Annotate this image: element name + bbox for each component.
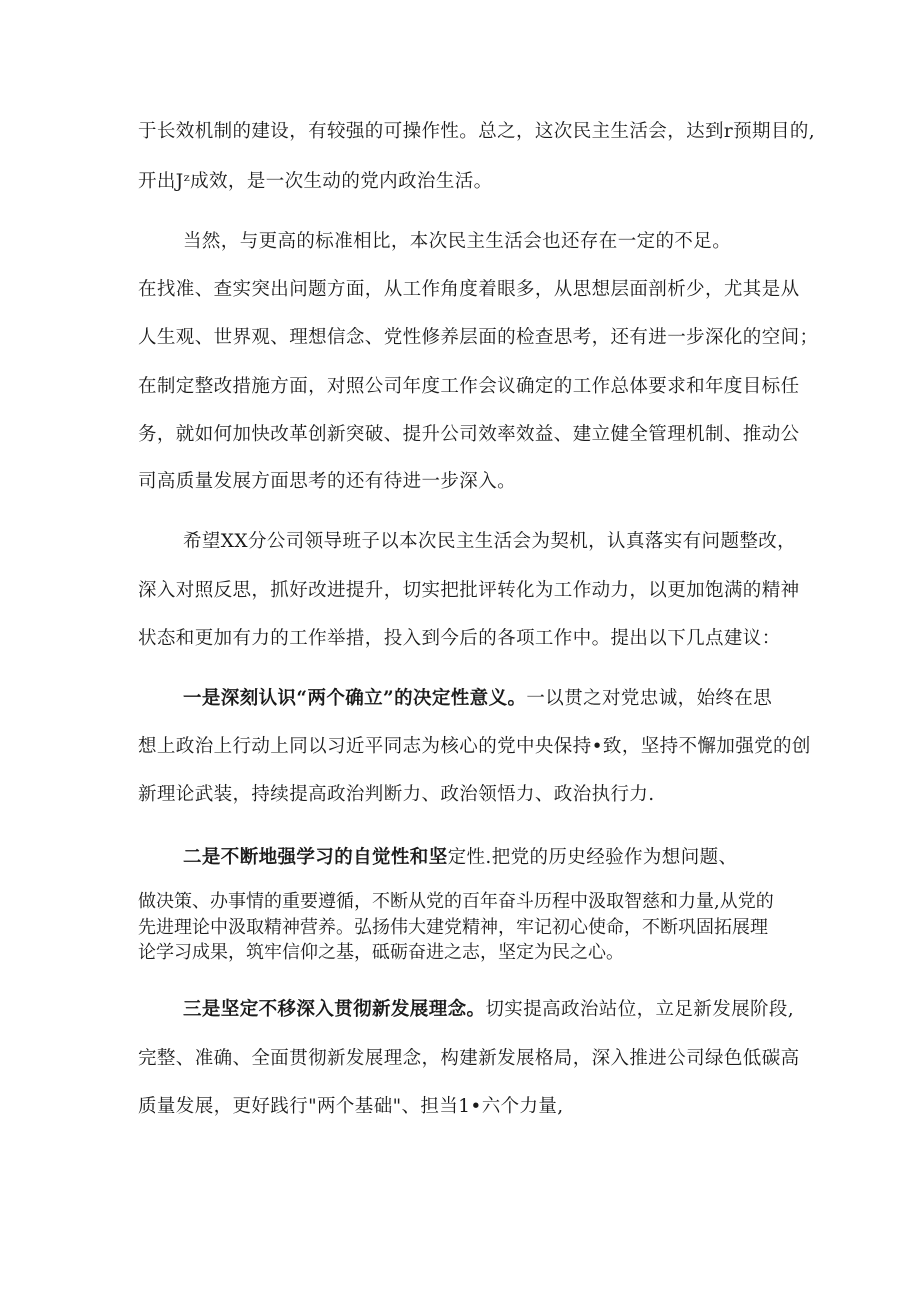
paragraph-5-line-3: 先进理论中汲取精神营养。弘扬伟大建党精神，牢记初心使命，不断巩固拓展理 bbox=[138, 917, 768, 938]
paragraph-5-heading: 二是不断地强学习的自觉性和坚 bbox=[183, 847, 448, 868]
paragraph-3-line-2: 深入对照反思，抓好改进提升，切实把批评转化为工作动力，以更加饱满的精神 bbox=[138, 580, 800, 601]
paragraph-2-line-5: 务，就如何加快改革创新突破、提升公司效率效益、建立健全管理机制、推动公 bbox=[138, 424, 800, 445]
paragraph-5-line-2: 做决策、办事情的重要遵循，不断从党的百年奋斗历程中汲取智慈和力量,从党的 bbox=[138, 891, 774, 912]
paragraph-4-line-3: 新理论武装，持续提高政治判断力、政治领悟力、政治执行力. bbox=[138, 784, 655, 805]
paragraph-1-line-2: 开出Jᶻ成效，是一次生动的党内政治生活。 bbox=[138, 171, 493, 192]
paragraph-6-line-2: 完整、准确、全面贯彻新发展理念，构建新发展格局，深入推进公司绿色低碳高 bbox=[138, 1048, 800, 1069]
paragraph-2-line-2: 在找准、查实突出问题方面，从工作角度着眼多，从思想层面剖析少，尤其是从 bbox=[138, 279, 800, 300]
paragraph-4-heading: 一是深刻认识“两个确立”的决定性意义。 bbox=[183, 688, 527, 709]
paragraph-4-line-1-text: 一以贯之对党忠诚，始终在思 bbox=[526, 688, 773, 709]
paragraph-5-line-1 bbox=[183, 847, 737, 869]
paragraph-2-line-3: 人生观、世界观、理想信念、党性修养层面的检查思考，还有进一步深化的空间； bbox=[138, 327, 819, 348]
paragraph-5-line-4: 论学习成果，筑牢信仰之基，砥砺奋进之志，坚定为民之心。 bbox=[138, 942, 624, 963]
paragraph-6-line-3: 质量发展，更好践行"两个基础"、担当1•六个力量, bbox=[138, 1096, 564, 1117]
paragraph-4-line-2: 想上政治上行动上同以习近平同志为核心的党中央保持•致，坚持不懈加强党的创 bbox=[138, 736, 811, 757]
paragraph-2-line-4: 在制定整改措施方面，对照公司年度工作会议确定的工作总体要求和年度目标任 bbox=[138, 376, 800, 397]
paragraph-5-line-1-text: 定性.把党的历史经验作为想问题、 bbox=[447, 847, 738, 868]
paragraph-3-line-3: 状态和更加有力的工作举措，投入到今后的各项工作中。提出以下几点建议： bbox=[138, 628, 781, 649]
paragraph-2-line-6: 司高质量发展方面思考的还有待进一步深入。 bbox=[138, 471, 517, 492]
paragraph-6-line-1 bbox=[183, 999, 794, 1021]
paragraph-1-line-1: 于长效机制的建设，有较强的可操作性。总之，这次民主生活会，达到r预期目的, bbox=[138, 121, 816, 142]
paragraph-6-line-1-text: 切实提高政治站位，立足新发展阶段, bbox=[485, 999, 795, 1020]
paragraph-3-line-1: 希望XX分公司领导班子以本次民主生活会为契机，认真落实有问题整改， bbox=[183, 531, 797, 552]
paragraph-2-line-1: 当然，与更高的标准相比，本次民主生活会也还存在一定的不足。 bbox=[183, 231, 732, 252]
paragraph-6-heading: 三是坚定不移深入贯彻新发展理念。 bbox=[183, 999, 486, 1020]
paragraph-4-line-1 bbox=[183, 688, 772, 710]
